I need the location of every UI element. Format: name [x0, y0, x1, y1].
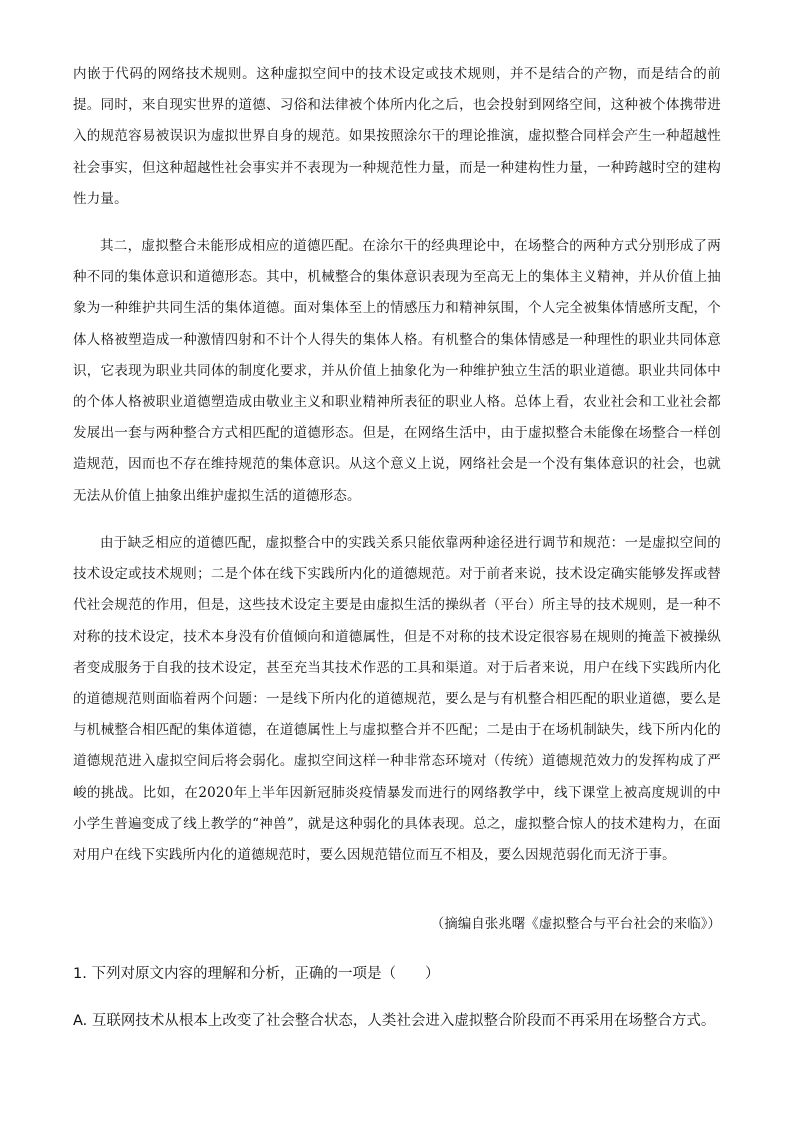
paragraph-1: 内嵌于代码的网络技术规则。这种虚拟空间中的技术设定或技术规则，并不是结合的产物，而是结合的前提。同时，来自现实世界的道德、习俗和法律被个体所内化之后，也会投射到网络空间，这种被个体携带进入的规范容易被误识为虚拟世界自身的规范。如果按照涂尔干的理论推演，虚拟整合同样会产生一种超越性社会事实，但这种超越性社会事实并不表现为一种规范性力量，而是一种建构性力量，一种跨越时空的建构性力量。 [73, 66, 721, 207]
question-stem: 1. 下列对原文内容的理解和分析，正确的一项是（ ） [73, 966, 440, 982]
option-a: A. 互联网技术从根本上改变了社会整合状态，人类社会进入虚拟整合阶段而不再采用在场整合方式。 [73, 1013, 716, 1029]
paragraph-3: 由于缺乏相应的道德匹配，虚拟整合中的实践关系只能依靠两种途径进行调节和规范：一是虚拟空间的技术设定或技术规则；二是个体在线下实践所内化的道德规范。对于前者来说，技术设定确实能够发挥或替代社会规范的作用，但是，这些技术设定主要是由虚拟生活的操纵者（平台）所主导的技术规则，是一种不对称的技术设定，技术本身没有价值倾向和道德属性，但是不对称的技术设定很容易在规则的掩盖下被操纵者变成服务于自我的技术设定，甚至充当其技术作恶的工具和渠道。对于后者来说，用户在线下实践所内化的道德规范则面临着两个问题：一是线下所内化的道德规范，要么是与有机整合相匹配的职业道德，要么是与机械整合相匹配的集体道德，在道德属性上与虚拟整合并不匹配；二是由于在场机制缺失，线下所内化的道德规范进入虚拟空间后将会弱化。虚拟空间这样一种非常态环境对（传统）道德规范效力的发挥构成了严峻的挑战。比如，在2020年上半年因新冠肺炎疫情暴发而进行的网络教学中，线下课堂上被高度规训的中小学生普遍变成了线上教学的“神兽”，就是这种弱化的具体表现。总之，虚拟整合惊人的技术建构力，在面对用户在线下实践所内化的道德规范时，要么因规范错位而互不相及，要么因规范弱化而无济于事。 [73, 535, 721, 864]
paragraph-2: 其二，虚拟整合未能形成相应的道德匹配。在涂尔干的经典理论中，在场整合的两种方式分别形成了两种不同的集体意识和道德形态。其中，机械整合的集体意识表现为至高无上的集体主义精神，并从价值上抽象为一种维护共同生活的集体道德。面对集体至上的情感压力和精神氛围，个人完全被集体情感所支配，个体人格被塑造成一种激情四射和不计个人得失的集体人格。有机整合的集体情感是一种理性的职业共同体意识，它表现为职业共同体的制度化要求，并从价值上抽象化为一种维护独立生活的职业道德。职业共同体中的个体人格被职业道德塑造成由敬业主义和职业精神所表征的职业人格。总体上看，农业社会和工业社会都发展出一套与两种整合方式相匹配的道德形态。但是，在网络生活中，由于虚拟整合未能像在场整合一样创造规范，因而也不存在维持规范的集体意识。从这个意义上说，网络社会是一个没有集体意识的社会，也就无法从价值上抽象出维护虚拟生活的道德形态。 [73, 238, 721, 504]
source-citation: （摘编自张兆曙《虚拟整合与平台社会的来临》） [430, 916, 721, 932]
